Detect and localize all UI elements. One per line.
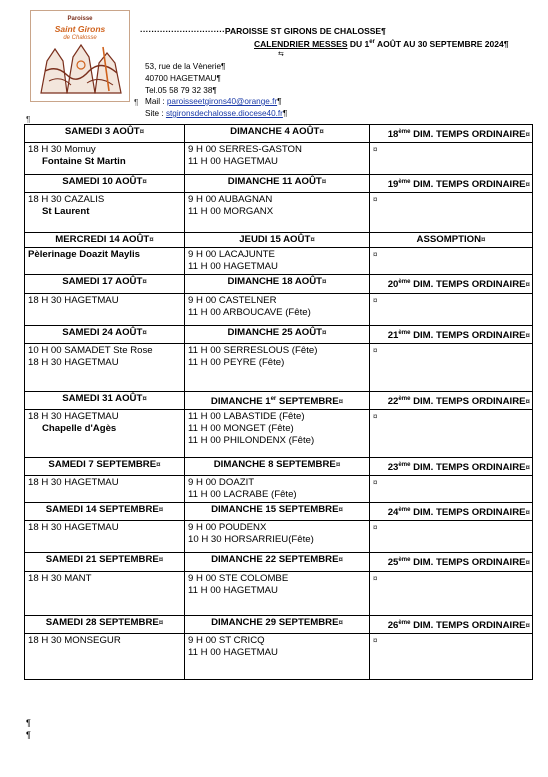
sunday-masses [185, 476, 370, 503]
sunday-date: DIMANCHE 18 AOÛT¤ [185, 275, 370, 293]
parish-logo [30, 10, 130, 102]
saturday-date: SAMEDI 28 SEPTEMBRE¤ [25, 615, 185, 633]
feast-notes: ¤ [370, 248, 533, 275]
mass-entry: 9 H 00 POUDENX [188, 522, 267, 534]
saturday-date: SAMEDI 14 SEPTEMBRE¤ [25, 503, 185, 521]
address-phone: Tel.05 58 79 32 38¶ [145, 86, 217, 95]
liturgical-feast: 25ème DIM. TEMPS ORDINAIRE¤ [370, 553, 533, 571]
sunday-masses [185, 521, 370, 553]
liturgical-feast: 22ème DIM. TEMPS ORDINAIRE¤ [370, 391, 533, 409]
mass-entry: 10 H 00 SAMADET Ste Rose [28, 344, 153, 356]
sunday-date: DIMANCHE 29 SEPTEMBRE¤ [185, 615, 370, 633]
page-title: ······························PAROISSE ST GIRONS DE CHALOSSE¶ [140, 26, 386, 36]
address-mail: Mail : paroisseetgirons40@orange.fr¶ [145, 97, 282, 106]
calendar-header-row [25, 615, 533, 633]
calendar-header-row [25, 275, 533, 293]
mass-entry: 10 H 30 HORSARRIEU(Fête) [188, 534, 314, 546]
sunday-date: DIMANCHE 11 AOÛT¤ [185, 175, 370, 193]
sunday-masses [185, 143, 370, 175]
sunday-date: DIMANCHE 8 SEPTEMBRE¤ [185, 457, 370, 475]
sunday-date: DIMANCHE 15 SEPTEMBRE¤ [185, 503, 370, 521]
feast-notes: ¤ [370, 571, 533, 615]
liturgical-feast: 23ème DIM. TEMPS ORDINAIRE¤ [370, 457, 533, 475]
mass-entry: 11 H 00 HAGETMAU [188, 584, 278, 596]
liturgical-feast: 26ème DIM. TEMPS ORDINAIRE¤ [370, 615, 533, 633]
feast-notes: ¤ [370, 293, 533, 325]
mass-calendar-table [24, 124, 533, 680]
sunday-date: DIMANCHE 25 AOÛT¤ [185, 325, 370, 343]
mass-entry: 18 H 30 HAGETMAU [28, 356, 119, 368]
mass-entry: 11 H 00 LACRABE (Fête) [188, 489, 297, 501]
mass-entry: 11 H 00 PHILONDENX (Fête) [188, 434, 315, 446]
saturday-masses [25, 193, 185, 233]
calendar-header-row [25, 553, 533, 571]
sunday-date: DIMANCHE 1er SEPTEMBRE¤ [185, 391, 370, 409]
feast-notes: ¤ [370, 143, 533, 175]
mass-entry: 9 H 00 ST CRICQ [188, 634, 265, 646]
calendar-body-row [25, 571, 533, 615]
address-site: Site : stgironsdechalosse.diocese40.fr¶ [145, 109, 288, 118]
mass-entry: Fontaine St Martin [42, 156, 126, 168]
saturday-masses [25, 293, 185, 325]
sunday-date: JEUDI 15 AOÛT¤ [185, 233, 370, 248]
sunday-masses [185, 571, 370, 615]
mass-entry: 9 H 00 DOAZIT [188, 477, 255, 489]
liturgical-feast: 19ème DIM. TEMPS ORDINAIRE¤ [370, 175, 533, 193]
address-city: 40700 HAGETMAU¶ [145, 74, 221, 83]
mass-entry: 18 H 30 HAGETMAU [28, 410, 119, 422]
feast-notes: ¤ [370, 343, 533, 391]
sunday-masses [185, 409, 370, 457]
liturgical-feast: 18ème DIM. TEMPS ORDINAIRE¤ [370, 125, 533, 143]
liturgical-feast: ASSOMPTION¤ [370, 233, 533, 248]
mass-entry: 11 H 00 SERRESLOUS (Fête) [188, 344, 318, 356]
liturgical-feast: 21ème DIM. TEMPS ORDINAIRE¤ [370, 325, 533, 343]
feast-notes: ¤ [370, 521, 533, 553]
mass-entry: Pèlerinage Doazit Maylis [28, 249, 140, 261]
sunday-date: DIMANCHE 22 SEPTEMBRE¤ [185, 553, 370, 571]
logo-line-3: de Chalosse [63, 35, 97, 41]
mass-entry: 11 H 00 MONGET (Fête) [188, 422, 294, 434]
mass-entry: 11 H 00 LABASTIDE (Fête) [188, 410, 305, 422]
calendar-header-row [25, 233, 533, 248]
calendar-body-row [25, 633, 533, 679]
mass-entry: 11 H 00 HAGETMAU [188, 261, 278, 273]
saturday-masses [25, 143, 185, 175]
mass-entry: 18 H 30 HAGETMAU [28, 477, 119, 489]
saturday-date: SAMEDI 31 AOÛT¤ [25, 391, 185, 409]
sunday-date: DIMANCHE 4 AOÛT¤ [185, 125, 370, 143]
logo-line-2: Saint Girons [54, 24, 106, 34]
calendar-body-row [25, 409, 533, 457]
calendar-body-row [25, 193, 533, 233]
mass-entry: Chapelle d'Agès [42, 422, 117, 434]
calendar-header-row [25, 325, 533, 343]
mass-entry: 9 H 00 STE COLOMBE [188, 572, 289, 584]
mass-entry: 11 H 00 PEYRE (Fête) [188, 356, 285, 368]
saturday-date: SAMEDI 24 AOÛT¤ [25, 325, 185, 343]
logo-illustration-icon [37, 41, 125, 97]
saturday-masses [25, 521, 185, 553]
calendar-body-row [25, 248, 533, 275]
paragraph-mark: ¶ [134, 98, 139, 107]
sunday-masses [185, 293, 370, 325]
sunday-masses [185, 193, 370, 233]
saturday-masses [25, 633, 185, 679]
mass-entry: 11 H 00 HAGETMAU [188, 156, 278, 168]
saturday-date: SAMEDI 17 AOÛT¤ [25, 275, 185, 293]
mass-entry: 18 H 30 HAGETMAU [28, 294, 119, 306]
calendar-body-row [25, 293, 533, 325]
saturday-date: SAMEDI 3 AOÛT¤ [25, 125, 185, 143]
calendar-header-row [25, 457, 533, 475]
mass-entry: 18 H 30 HAGETMAU [28, 522, 119, 534]
mass-entry: 18 H 30 CAZALIS [28, 194, 105, 206]
sunday-masses [185, 343, 370, 391]
mail-link[interactable]: paroisseetgirons40@orange.fr [166, 97, 278, 106]
saturday-date: SAMEDI 21 SEPTEMBRE¤ [25, 553, 185, 571]
mass-entry: 9 H 00 SERRES-GASTON [188, 144, 302, 156]
mass-entry: 18 H 30 MONSEGUR [28, 634, 121, 646]
feast-notes: ¤ [370, 476, 533, 503]
feast-notes: ¤ [370, 633, 533, 679]
address-street: 53, rue de la Vènerie¶ [145, 62, 226, 71]
mass-entry: 18 H 30 Momuy [28, 144, 96, 156]
page-subtitle: CALENDRIER MESSES DU 1er AOÛT AU 30 SEPTEMBRE 2024¶ [254, 39, 509, 49]
saturday-masses [25, 343, 185, 391]
paragraph-mark: ¶ [26, 718, 31, 728]
site-link[interactable]: stgironsdechalosse.diocese40.fr [165, 109, 283, 118]
mass-entry: 9 H 00 AUBAGNAN [188, 194, 273, 206]
saturday-masses [25, 409, 185, 457]
sunday-masses [185, 633, 370, 679]
logo-line-1: Paroisse [67, 16, 93, 22]
mass-entry: 11 H 00 MORGANX [188, 206, 274, 218]
calendar-header-row [25, 175, 533, 193]
saturday-date: MERCREDI 14 AOÛT¤ [25, 233, 185, 248]
mass-entry: 9 H 00 LACAJUNTE [188, 249, 275, 261]
calendar-body-row [25, 521, 533, 553]
mass-entry: 9 H 00 CASTELNER [188, 294, 277, 306]
feast-notes: ¤ [370, 409, 533, 457]
saturday-masses [25, 248, 185, 275]
calendar-body-row [25, 143, 533, 175]
liturgical-feast: 20ème DIM. TEMPS ORDINAIRE¤ [370, 275, 533, 293]
saturday-date: SAMEDI 7 SEPTEMBRE¤ [25, 457, 185, 475]
feast-notes: ¤ [370, 193, 533, 233]
mass-entry: 11 H 00 ARBOUCAVE (Fête) [188, 306, 311, 318]
saturday-masses [25, 476, 185, 503]
calendar-header-row [25, 391, 533, 409]
calendar-body-row [25, 343, 533, 391]
paragraph-mark: ¶ [26, 115, 31, 124]
calendar-body-row [25, 476, 533, 503]
mass-entry: 18 H 30 MANT [28, 572, 92, 584]
paragraph-mark: ¶ [26, 730, 31, 740]
mass-entry: 11 H 00 HAGETMAU [188, 646, 278, 658]
calendar-header-row [25, 503, 533, 521]
anchor-mark: ⇆ [278, 51, 284, 58]
saturday-date: SAMEDI 10 AOÛT¤ [25, 175, 185, 193]
sunday-masses [185, 248, 370, 275]
liturgical-feast: 24ème DIM. TEMPS ORDINAIRE¤ [370, 503, 533, 521]
calendar-header-row [25, 125, 533, 143]
saturday-masses [25, 571, 185, 615]
mass-entry: St Laurent [42, 206, 90, 218]
